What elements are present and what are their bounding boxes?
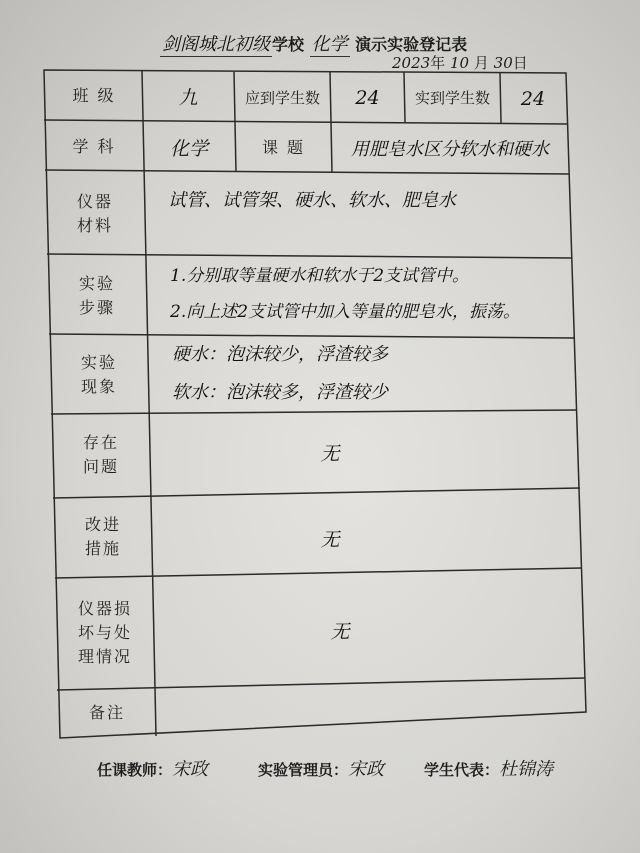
actual-students-value: 24: [520, 87, 546, 110]
steps-label-line1: 实验: [78, 274, 115, 293]
teacher-label: 任课教师：: [97, 761, 173, 779]
title-text: 演示实验登记表: [355, 35, 468, 54]
problems-label: [53, 414, 149, 496]
steps-line-1: 1.分别取等量硬水和软水于2支试管中。: [170, 266, 470, 286]
expected-students-value: 24: [355, 86, 380, 109]
manager-label: 实验管理员：: [258, 761, 349, 779]
steps-label-line2: 步骤: [78, 298, 115, 317]
equipment-label-line1: 仪器: [76, 192, 113, 211]
class-value: 九: [178, 87, 198, 109]
damage-label-line2: 坏与处: [77, 623, 132, 642]
subject-label: 学 科: [72, 137, 116, 156]
remarks-label: 备注: [88, 703, 125, 722]
teacher-signature-field: [97, 755, 208, 781]
phenomena-line-1: 硬水：泡沫较少，浮渣较多: [172, 344, 388, 365]
equipment-label: [47, 172, 143, 256]
school-name-handwritten: 剑阁城北初级: [162, 34, 270, 55]
phenomena-label: [51, 336, 147, 414]
problems-label-line1: 存在: [82, 433, 119, 452]
actual-students-label: 实到学生数: [414, 88, 490, 107]
problems-label-line2: 问题: [82, 457, 119, 476]
subject-handwritten: 化学: [311, 34, 348, 55]
steps-label: [49, 256, 145, 336]
steps-line-2: 2.向上述2支试管中加入等量的肥皂水，振荡。: [170, 302, 521, 322]
damage-value: 无: [330, 620, 350, 643]
school-suffix: 学校: [272, 35, 305, 54]
expected-students-label: 应到学生数: [244, 88, 320, 107]
student-signature-field: [424, 755, 553, 781]
date-month: 10: [449, 54, 470, 72]
date-day: 30: [493, 54, 513, 72]
phenomena-label-line2: 现象: [80, 377, 117, 396]
equipment-label-line2: 材料: [76, 216, 113, 235]
damage-label-line3: 理情况: [77, 647, 132, 666]
damage-label-line1: 仪器损: [77, 599, 132, 618]
class-label: 班 级: [72, 86, 116, 105]
month-unit: 月: [473, 54, 489, 72]
phenomena-label-line1: 实验: [80, 353, 117, 372]
improvements-label-line1: 改进: [84, 515, 121, 534]
improvements-label-line2: 措施: [84, 539, 121, 558]
date-year: 2023: [392, 54, 431, 72]
subject-value: 化学: [169, 137, 208, 160]
year-unit: 年: [430, 54, 446, 72]
manager-signature: 宋政: [348, 759, 385, 780]
student-label: 学生代表：: [424, 761, 500, 779]
day-unit: 日: [512, 54, 528, 72]
teacher-signature: 宋政: [172, 759, 209, 780]
manager-signature-field: [258, 755, 384, 781]
problems-value: 无: [320, 442, 340, 465]
student-signature: 杜锦涛: [499, 759, 554, 780]
improvements-value: 无: [320, 528, 340, 551]
phenomena-line-2: 软水：泡沫较多，浮渣较少: [172, 382, 388, 403]
equipment-value: 试管、试管架、硬水、软水、肥皂水: [168, 190, 456, 211]
damage-label: [57, 578, 153, 688]
improvements-label: [55, 496, 151, 578]
topic-label: 课 题: [261, 138, 306, 157]
topic-value: 用肥皂水区分软水和硬水: [351, 139, 549, 160]
